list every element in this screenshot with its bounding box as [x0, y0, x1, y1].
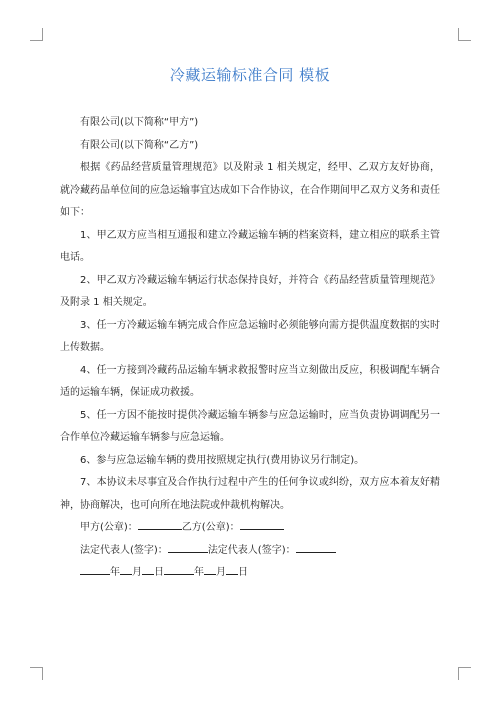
document-title: 冷藏运输标准合同 模板 [169, 66, 331, 84]
clause-4: 4、任一方接到冷藏药品运输车辆求救报警时应当立刻做出反应，积极调配车辆合适的运输车辆，保证成功救援。 [60, 364, 440, 398]
document-body [60, 112, 440, 585]
date-b-month: 月 [216, 567, 226, 578]
party-b-line: 有限公司(以下简称“乙方”) [80, 139, 199, 151]
date-b-year: 年 [194, 567, 204, 578]
date-a-day-blank[interactable] [142, 562, 154, 575]
party-a-line: 有限公司(以下简称“甲方”) [80, 117, 199, 128]
crop-mark-top-left [30, 28, 43, 41]
seal-line [60, 517, 440, 540]
date-a-month: 月 [132, 567, 142, 578]
clause-3: 3、任一方冷藏运输车辆完成合作应急运输时必须能够向需方提供温度数据的实时上传数据。 [60, 319, 440, 353]
clause-2: 2、甲乙双方冷藏运输车辆运行状态保持良好，并符合《药品经营质量管理规范》及附录 1 相关规定。 [60, 274, 440, 308]
seal-b-blank[interactable] [240, 517, 284, 530]
crop-mark-top-right [458, 28, 471, 41]
date-a-year: 年 [110, 567, 120, 578]
seal-a-blank[interactable] [138, 517, 182, 530]
crop-mark-bottom-left [30, 667, 43, 680]
date-a-month-blank[interactable] [120, 562, 132, 575]
date-line [60, 562, 440, 585]
date-b-day: 日 [238, 567, 248, 578]
rep-b-label: 法定代表人(签字)： [207, 544, 296, 556]
seal-a-label: 甲方(公章)： [80, 522, 138, 533]
date-a-year-blank[interactable] [80, 562, 110, 575]
crop-mark-bottom-right [458, 667, 471, 680]
date-b-day-blank[interactable] [226, 562, 238, 575]
seal-b-label: 乙方(公章)： [181, 522, 240, 533]
clause-7: 7、本协议未尽事宜及合作执行过程中产生的任何争议或纠纷，双方应本着友好精神，协商解决，也可向所在地法院或仲裁机构解决。 [60, 477, 440, 511]
representative-line [60, 540, 440, 563]
clause-5: 5、任一方因不能按时提供冷藏运输车辆参与应急运输时，应当负责协调调配另一合作单位冷藏运输车辆参与应急运输。 [60, 409, 440, 443]
rep-a-label: 法定代表人(签字)： [80, 544, 168, 556]
rep-b-blank[interactable] [296, 540, 336, 553]
intro-paragraph: 根据《药品经营质量管理规范》以及附录 1 相关规定，经甲、乙双方友好协商，就冷藏药品单位间的应急运输事宜达成如下合作协议，在合作期间甲乙双方义务和责任如下： [60, 162, 440, 218]
date-b-year-blank[interactable] [164, 562, 194, 575]
clause-1: 1、甲乙双方应当相互通报和建立冷藏运输车辆的档案资料，建立相应的联系主管电话。 [60, 229, 440, 263]
clause-6: 6、参与应急运输车辆的费用按照规定执行(费用协议另行制定)。 [80, 454, 365, 466]
date-b-month-blank[interactable] [204, 562, 216, 575]
date-a-day: 日 [154, 567, 164, 578]
rep-a-blank[interactable] [168, 540, 208, 553]
